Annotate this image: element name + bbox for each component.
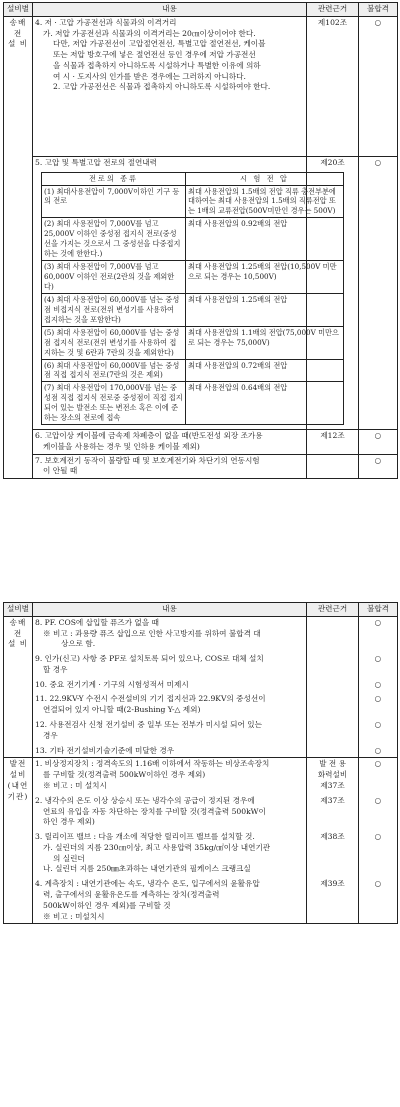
item-line: 13. 기타 전기설비기술기준에 미달한 경우 — [35, 745, 175, 755]
item-line: 6. 고압이상 케이블에 금속제 차폐층이 없을 때(반도전성 외장 조가용 — [35, 431, 263, 441]
result-mark: ○ — [359, 16, 398, 156]
item-content — [33, 16, 307, 156]
item-line: 12. 사용전검사 신청 전기설비 중 일부 또는 전부가 미시설 되어 있는 — [35, 720, 262, 730]
item-line: 11. 22.9KV-Y 수전시 수전설비의 기기 접지선과 22.9KV의 중성선이 — [35, 694, 266, 704]
item-line: 를 구비할 것(정격출력 500kW이하인 경우 제외) — [43, 770, 206, 780]
item-line: 9. 인가(신고) 사항 중 PF로 설치토록 되어 있으나, COS로 대체 설치 — [35, 654, 264, 664]
circuit-type-cell: (5) 최대 사용전압이 60,000V를 넘는 중성점 접지식 전로(전위 변성기를 사용하여 접지하는 것 및 6란과 7란의 것을 제외한다) — [42, 326, 186, 359]
item-line: 다만, 저압 가공전선이 고압절연전선, 특별고압 절연전선, 케이블 — [53, 39, 266, 49]
item-line: 하인 경우 제외) — [43, 817, 95, 827]
test-voltage-cell: 최대 사용전압의 0.92배의 전압 — [186, 218, 344, 261]
item-line: 할 경우 — [43, 664, 68, 674]
circuit-type-cell: (7) 최대 사용전압이 170,000V를 넘는 중성점 직접 접지식 전로중 중성점이 직접 접지되어 있는 발전소 또는 변전소 혹은 이에 준하는 장소의 전로에 접속 — [42, 382, 186, 425]
result-mark: ○ — [374, 617, 382, 627]
header-law: 관련근거 — [307, 3, 359, 17]
circuit-type-cell: (4) 최대 사용전압이 60,000V를 넘는 중성점 비접지식 전로(전위 변성기를 사용하여 접지하는 것을 포함한다) — [42, 293, 186, 326]
test-voltage-cell: 최대 사용전압의 1.1배의 전압(75,000V 미만으로 되는 경우는 75,000V) — [186, 326, 344, 359]
result-mark: ○ — [374, 745, 382, 755]
result-mark: ○ — [374, 720, 382, 730]
law-ref-cell — [307, 616, 359, 758]
law-ref: 제39조 — [320, 879, 345, 889]
header-result: 불합격 — [359, 3, 398, 17]
item-line: 이 안될 때 — [43, 466, 78, 476]
list-item — [35, 759, 304, 791]
header-category: 설비별 — [4, 3, 33, 17]
item-line: 1. 비상정지장치 : 정격속도의 1.16배 이하에서 작동하는 비상조속장치 — [35, 759, 270, 769]
list-item — [35, 720, 304, 742]
item-line: 10. 중요 전기기계 · 기구의 시험성적서 미제시 — [35, 679, 189, 689]
category-label: 송배전 설 비 — [7, 17, 29, 49]
subtable-row — [42, 185, 344, 218]
item-content — [33, 616, 307, 758]
list-item — [35, 879, 304, 922]
category-cell — [4, 616, 33, 758]
circuit-type-cell: (1) 최대사용전압이 7,000V이하인 기구 등의 전로 — [42, 185, 186, 218]
item-content — [33, 758, 307, 924]
test-voltage-cell: 최대 사용전압의 1.25배의 전압(10,500V 미만으로 되는 경우는 10,500V) — [186, 261, 344, 294]
item-line: 500kW이하인 경우 제외)를 구비할 것 — [43, 900, 171, 910]
header-content: 내용 — [33, 3, 307, 17]
test-voltage-cell: 최대 사용전압의 0.72배의 전압 — [186, 359, 344, 382]
result-mark: ○ — [374, 832, 382, 842]
subtable-row — [42, 359, 344, 382]
item-line: 나. 실린더 지름 250㎜초과하는 내연기관의 필케이스 크랭크실 — [43, 864, 251, 874]
category-cell — [4, 16, 33, 478]
result-mark: ○ — [374, 795, 382, 805]
law-ref: 제102조 — [307, 16, 359, 156]
item-line: 여 시 · 도지사의 인가를 받은 경우에는 그러하지 아니하다. — [53, 71, 246, 81]
inspection-table-2 — [3, 602, 398, 924]
header-result: 불합격 — [359, 603, 398, 617]
item-line: 케이블을 사용하는 경우 및 인하용 케이블 제외) — [43, 441, 200, 451]
inspection-table-1 — [3, 2, 398, 479]
item-line: 또는 저압 방호구에 넣은 절연전선 등인 경우에 저압 가공전선 — [53, 50, 256, 60]
law-ref: 제12조 — [307, 430, 359, 455]
result-mark: ○ — [359, 430, 398, 455]
item-line: 을 식물과 접촉하지 아니하도록 시설하거나 특별한 이유에 의하 — [53, 60, 261, 70]
result-mark: ○ — [359, 454, 398, 479]
category-cell — [4, 758, 33, 924]
item-line: 가. 실린더의 지름 230㎝이상, 최고 사용압력 35kg/㎠이상 내연기관 — [43, 842, 271, 852]
item-line: 경우 — [43, 730, 58, 740]
circuit-type-cell: (3) 최대 사용전압이 7,000V를 넘고 60,000V 이하인 전로(2란의 것을 제외한다) — [42, 261, 186, 294]
subtable-row — [42, 293, 344, 326]
voltage-test-table — [41, 172, 344, 426]
category-label: 송배전 설 비 — [7, 617, 29, 649]
list-item — [35, 796, 304, 828]
item-content — [33, 430, 307, 455]
subtable-row — [42, 382, 344, 425]
item-line: 7. 보호계전기 동작이 불량할 때 및 보호계전기와 차단기의 연동시험 — [35, 455, 260, 465]
item-line: ※ 비고 : 과용량 퓨즈 삽입으로 인한 사고방지를 위하여 불합격 대 — [43, 628, 261, 638]
result-mark: ○ — [374, 679, 382, 689]
result-mark: ○ — [374, 759, 382, 769]
item-line: 력, 출구에서의 윤활유온도를 계측하는 장치(정격출력 — [43, 889, 220, 899]
law-ref: 제38조 — [320, 832, 345, 842]
item-title: 5. 고압 및 특별고압 전로의 절연내력 — [35, 157, 158, 167]
law-ref — [307, 454, 359, 479]
item-line: 연료의 유입을 자동 차단하는 장치를 구비할 것(정격출력 500kW이 — [43, 806, 266, 816]
result-cell — [359, 758, 398, 924]
result-mark: ○ — [359, 156, 398, 429]
item-line: 8. PF. COS에 삽입할 퓨즈가 없을 때 — [35, 617, 159, 627]
circuit-type-cell: (6) 최대 사용전압이 60,000V를 넘는 중성점 직접 접지식 전로(7란의 것은 제외) — [42, 359, 186, 382]
list-item — [35, 654, 304, 676]
header-category: 설비별 — [4, 603, 33, 617]
item-line: 4. 계측장치 : 내연기관에는 속도, 냉각수 온도, 입구에서의 윤활유압 — [35, 879, 260, 889]
item-lines — [35, 18, 304, 93]
result-cell — [359, 616, 398, 758]
item-line: 가. 저압 가공전선과 식물과의 이격거리는 20㎝이상이어야 한다. — [43, 28, 256, 38]
item-line: 4. 저 · 고압 가공전선과 식물과의 이격거리 — [35, 17, 177, 27]
item-line: ※ 비고 : 미 설치시 — [43, 780, 107, 790]
header-law: 관련근거 — [307, 603, 359, 617]
result-mark: ○ — [374, 654, 382, 664]
header-content: 내용 — [33, 603, 307, 617]
item-line: ※ 비고 : 미설치시 — [43, 911, 105, 921]
item-line: 3. 릴리이프 밸브 : 다음 개소에 적당한 릴리이프 밸브를 설치할 것. — [35, 832, 255, 842]
item-line: 의 실린더 — [53, 853, 85, 863]
subtable-row — [42, 326, 344, 359]
item-line: 2. 냉각수의 온도 이상 상승시 또는 냉각수의 공급이 정지된 경우에 — [35, 795, 255, 805]
subtable-header-voltage: 시 험 전 압 — [186, 172, 344, 185]
result-mark: ○ — [374, 879, 382, 889]
item-line: 2. 고압 가공전선은 식물과 접촉하지 아니하도록 시설하여야 한다. — [53, 82, 271, 92]
law-ref: 발 전 용 화력설비 제37조 — [317, 759, 348, 790]
list-item — [35, 618, 304, 650]
subtable-row — [42, 261, 344, 294]
test-voltage-cell: 최대 사용전압의 1.5배의 전압 직류 충전부분에 대하여는 최대 사용전압의 1.5배의 직류전압 또는 1배의 교류전압(500V미만인 경우는 500V) — [186, 185, 344, 218]
list-item — [35, 746, 304, 757]
result-mark: ○ — [374, 694, 382, 704]
list-item — [35, 694, 304, 716]
circuit-type-cell: (2) 최대 사용전압이 7,000V를 넘고 25,000V 이하인 중성점 접지식 전로(중성선을 가지는 것으로서 그 중성선을 다중접지 하는 것에 한한다.) — [42, 218, 186, 261]
law-ref-cell — [307, 758, 359, 924]
law-ref: 제37조 — [320, 795, 345, 805]
subtable-row — [42, 218, 344, 261]
item-line: 상으로 함. — [61, 639, 96, 649]
list-item — [35, 680, 304, 691]
item-line: 연결되어 있지 아니할 때(2-Bushing Y-△ 제외) — [43, 705, 201, 715]
subtable-header-type: 전로의 종류 — [42, 172, 186, 185]
item-content — [33, 454, 307, 479]
test-voltage-cell: 최대 사용전압의 1.25배의 전압 — [186, 293, 344, 326]
category-label: 발전 설비 (내연 기관) — [7, 759, 29, 801]
list-item — [35, 832, 304, 875]
test-voltage-cell: 최대 사용전압의 0.64배의 전압 — [186, 382, 344, 425]
law-ref: 제20조 — [307, 156, 359, 429]
